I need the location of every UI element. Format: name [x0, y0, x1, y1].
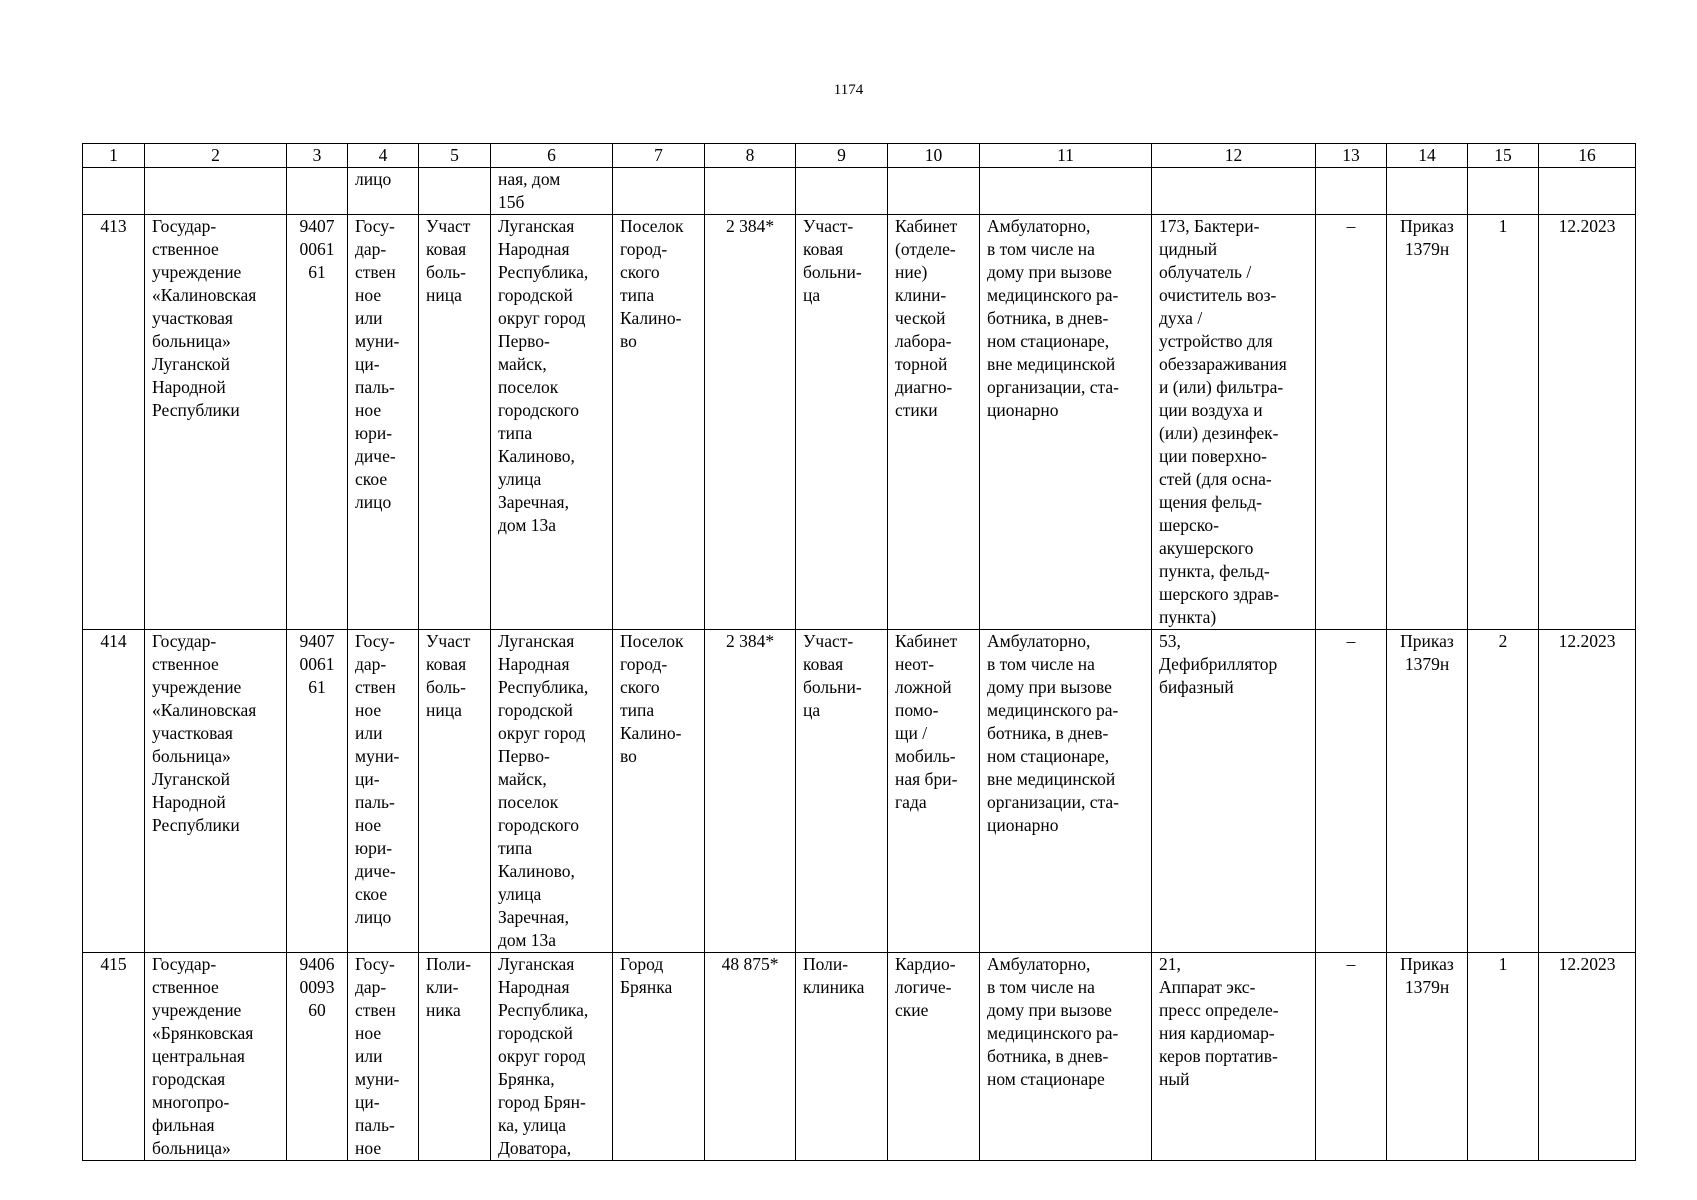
- table-cell: [145, 168, 287, 215]
- col-header: 7: [613, 144, 705, 168]
- table-cell: Госу- дар- ствен ное или муни- ци- паль- ное: [348, 953, 419, 1161]
- table-cell: Поли- кли- ника: [419, 953, 491, 1161]
- table-cell: 9406 0093 60: [287, 953, 348, 1161]
- col-header: 4: [348, 144, 419, 168]
- table-cell: [888, 168, 980, 215]
- column-number-row: [83, 144, 1636, 168]
- table-cell: Госу- дар- ствен ное или муни- ци- паль- ное юри- диче- ское лицо: [348, 215, 419, 630]
- col-header: 14: [1387, 144, 1468, 168]
- table-cell: Амбулаторно, в том числе на дому при вызове медицинского ра- ботника, в днев- ном стационаре, вне медицинской организации, ста- ционарно: [980, 215, 1152, 630]
- table-cell: –: [1316, 953, 1387, 1161]
- table-cell: Поселок город- ского типа Калино- во: [613, 215, 705, 630]
- table-cell: Участ ковая боль- ница: [419, 630, 491, 953]
- col-header: 15: [1468, 144, 1539, 168]
- table-cell: Поселок город- ского типа Калино- во: [613, 630, 705, 953]
- table-cell: [1468, 168, 1539, 215]
- col-header: 2: [145, 144, 287, 168]
- table-cell: [287, 168, 348, 215]
- table-cell: Государ- ственное учреждение «Калиновская участковая больница» Луганской Народной Республики: [145, 630, 287, 953]
- col-header: 8: [705, 144, 796, 168]
- table-cell: [705, 168, 796, 215]
- table-cell: Амбулаторно, в том числе на дому при вызове медицинского ра- ботника, в днев- ном стационаре: [980, 953, 1152, 1161]
- col-header: 1: [83, 144, 145, 168]
- table-cell: Приказ 1379н: [1387, 215, 1468, 630]
- table-cell: [1539, 168, 1636, 215]
- table-cell: Государ- ственное учреждение «Калиновская участковая больница» Луганской Народной Республики: [145, 215, 287, 630]
- table-cell: Кардио- логиче- ские: [888, 953, 980, 1161]
- table-cell: [1387, 168, 1468, 215]
- col-header: 6: [491, 144, 613, 168]
- table-row: [83, 630, 1636, 953]
- table-cell: Луганская Народная Республика, городской округ город Перво- майск, поселок городского типа Калиново, улица Заречная, дом 13а: [491, 630, 613, 953]
- table-cell: 2 384*: [705, 215, 796, 630]
- table-cell: 12.2023: [1539, 630, 1636, 953]
- table-cell: [1152, 168, 1316, 215]
- page-number: 1174: [833, 82, 864, 98]
- table-cell: Участ- ковая больни- ца: [796, 630, 888, 953]
- table-cell: 1: [1468, 953, 1539, 1161]
- col-header: 3: [287, 144, 348, 168]
- table-cell: 9407 0061 61: [287, 630, 348, 953]
- col-header: 10: [888, 144, 980, 168]
- table-cell: 1: [1468, 215, 1539, 630]
- table-cell: [980, 168, 1152, 215]
- table-cell: 9407 0061 61: [287, 215, 348, 630]
- table-cell: 415: [83, 953, 145, 1161]
- registry-table: [82, 143, 1636, 1161]
- table-cell: Кабинет (отделе- ние) клини- ческой лабора- торной диагно- стики: [888, 215, 980, 630]
- table-cell: Город Брянка: [613, 953, 705, 1161]
- table-row: [83, 953, 1636, 1161]
- table-cell: 414: [83, 630, 145, 953]
- table-cell: [796, 168, 888, 215]
- col-header: 9: [796, 144, 888, 168]
- table-cell: 2 384*: [705, 630, 796, 953]
- table-cell: лицо: [348, 168, 419, 215]
- col-header: 11: [980, 144, 1152, 168]
- table-cell: [1316, 168, 1387, 215]
- table-row: [83, 215, 1636, 630]
- table-cell: Луганская Народная Республика, городской округ город Брянка, город Брян- ка, улица Доватора,: [491, 953, 613, 1161]
- table-cell: Приказ 1379н: [1387, 953, 1468, 1161]
- table-cell: Луганская Народная Республика, городской округ город Перво- майск, поселок городского типа Калиново, улица Заречная, дом 13а: [491, 215, 613, 630]
- table-cell: –: [1316, 630, 1387, 953]
- table-cell: 53, Дефибриллятор бифазный: [1152, 630, 1316, 953]
- table-cell: 12.2023: [1539, 215, 1636, 630]
- table-cell: Участ ковая боль- ница: [419, 215, 491, 630]
- col-header: 13: [1316, 144, 1387, 168]
- table-cell: 2: [1468, 630, 1539, 953]
- table-cell: 12.2023: [1539, 953, 1636, 1161]
- table-cell: 21, Аппарат экс- пресс определе- ния кардиомар- керов портатив- ный: [1152, 953, 1316, 1161]
- table-cell: [419, 168, 491, 215]
- table-cell: Поли- клиника: [796, 953, 888, 1161]
- table-cell: Кабинет неот- ложной помо- щи / мобиль- ная бри- гада: [888, 630, 980, 953]
- table-cell: Государ- ственное учреждение «Брянковская центральная городская многопро- фильная больница»: [145, 953, 287, 1161]
- table-cell: [83, 168, 145, 215]
- table-cell: Амбулаторно, в том числе на дому при вызове медицинского ра- ботника, в днев- ном стационаре, вне медицинской организации, ста- ционарно: [980, 630, 1152, 953]
- table-cell: 48 875*: [705, 953, 796, 1161]
- table-cell: 413: [83, 215, 145, 630]
- table-cell: ная, дом 15б: [491, 168, 613, 215]
- table-cell: Госу- дар- ствен ное или муни- ци- паль- ное юри- диче- ское лицо: [348, 630, 419, 953]
- table-row: [83, 168, 1636, 215]
- table-cell: [613, 168, 705, 215]
- col-header: 16: [1539, 144, 1636, 168]
- table-cell: –: [1316, 215, 1387, 630]
- col-header: 5: [419, 144, 491, 168]
- col-header: 12: [1152, 144, 1316, 168]
- table-cell: Приказ 1379н: [1387, 630, 1468, 953]
- table-cell: 173, Бактери- цидный облучатель / очиститель воз- духа / устройство для обеззараживания и (или) фильтра- ции воздуха и (или) дезинфек- ции поверхно- стей (для осна- щения фельд- шерско- акушерского пункта, фельд- шерского здрав- пункта): [1152, 215, 1316, 630]
- table-cell: Участ- ковая больни- ца: [796, 215, 888, 630]
